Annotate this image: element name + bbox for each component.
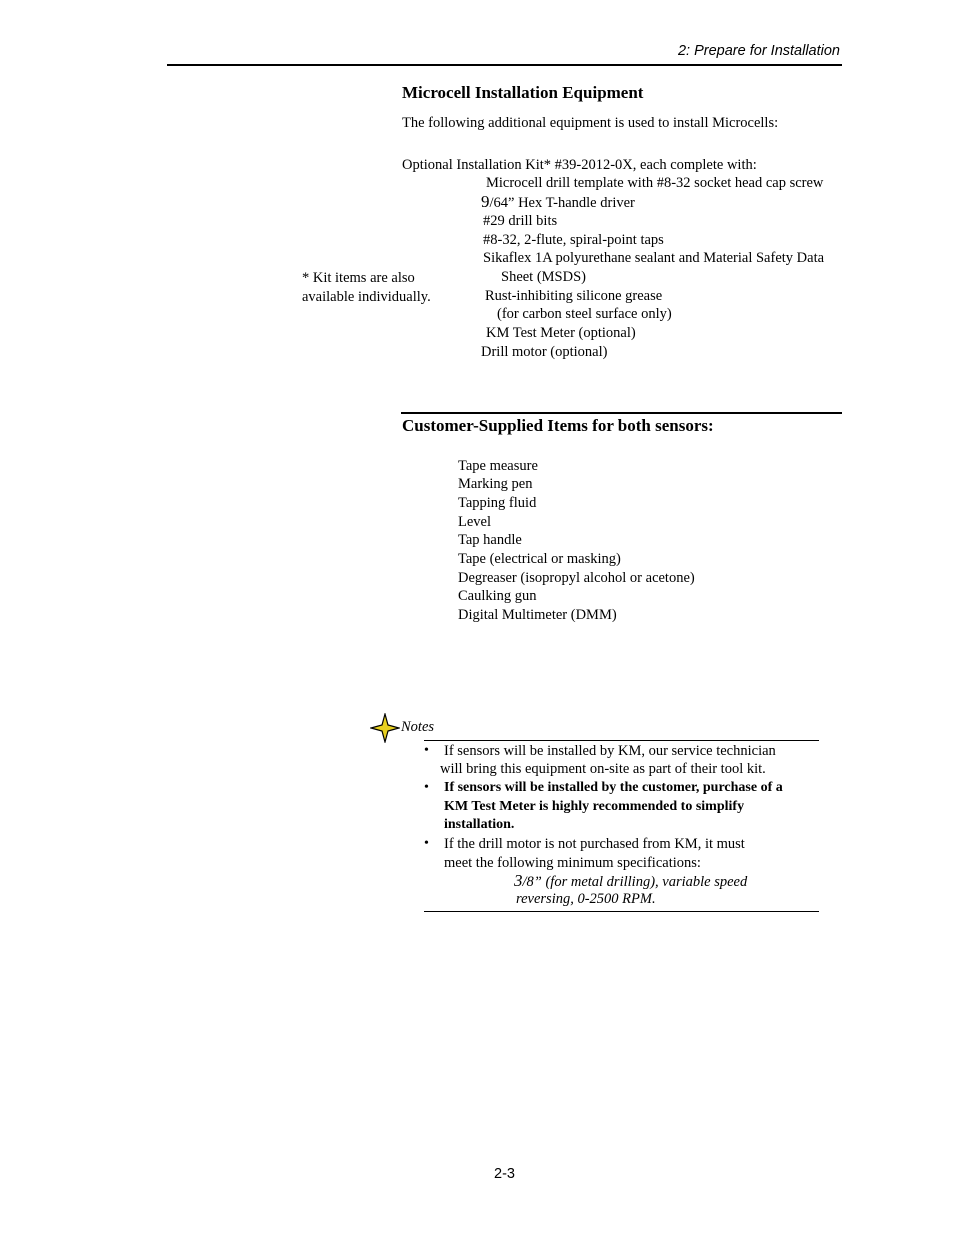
kit-item-test-meter: KM Test Meter (optional) (486, 325, 636, 341)
customer-item: Marking pen (458, 476, 533, 492)
bullet-icon: • (424, 743, 429, 758)
customer-item: Tape measure (458, 458, 538, 474)
kit-item-sealant: Sikaflex 1A polyurethane sealant and Material Safety Data (483, 250, 825, 266)
fraction-numerator: 9 (481, 192, 490, 211)
notes-bottom-rule (424, 911, 819, 912)
customer-item: Digital Multimeter (DMM) (458, 607, 617, 623)
note2-line1: If sensors will be installed by the customer, purchase of a (444, 780, 783, 795)
section-rule (401, 412, 842, 414)
section-title-microcell: Microcell Installation Equipment (402, 83, 644, 102)
note2-line2: KM Test Meter is highly recommended to simplify (444, 799, 745, 814)
customer-item: Tap handle (458, 532, 522, 548)
section-title-customer: Customer-Supplied Items for both sensors: (402, 416, 714, 435)
customer-item: Tapping fluid (458, 495, 537, 511)
notes-star-icon (370, 713, 400, 743)
microcell-intro: The following additional equipment is used to install Microcells: (402, 115, 779, 131)
kit-item-drill-motor: Drill motor (optional) (481, 344, 608, 360)
spec-fraction-numerator: 3 (514, 871, 523, 890)
side-note-line2: available individually. (302, 289, 431, 305)
spec-line1 (514, 871, 747, 891)
kit-item-drill-template: Microcell drill template with #8-32 socket head cap screw (486, 175, 824, 191)
side-note-line1: * Kit items are also (302, 270, 415, 286)
customer-item: Level (458, 514, 492, 530)
spec-line2: reversing, 0-2500 RPM. (516, 891, 656, 907)
note3-line2: meet the following minimum specifications: (444, 855, 701, 871)
notes-label: Notes (401, 719, 435, 735)
note3-line1: If the drill motor is not purchased from KM, it must (444, 836, 745, 852)
customer-item: Caulking gun (458, 588, 537, 604)
kit-item-hex-driver (481, 192, 635, 212)
header-rule (167, 64, 842, 66)
bullet-icon: • (424, 836, 429, 851)
note2-line3: installation. (444, 817, 515, 832)
kit-item-drill-bits: #29 drill bits (483, 213, 558, 229)
hex-driver-label: /64” Hex T-handle driver (489, 195, 635, 211)
customer-item: Tape (electrical or masking) (458, 551, 621, 567)
kit-heading: Optional Installation Kit* #39-2012-0X, each complete with: (402, 157, 757, 173)
spec-line1-text: /8” (for metal drilling), variable speed (522, 874, 748, 890)
page-number: 2-3 (494, 1166, 515, 1182)
kit-item-taps: #8-32, 2-flute, spiral-point taps (483, 232, 664, 248)
customer-item: Degreaser (isopropyl alcohol or acetone) (458, 570, 695, 586)
kit-item-grease-cont: (for carbon steel surface only) (497, 306, 672, 322)
running-header: 2: Prepare for Installation (677, 43, 840, 59)
bullet-icon: • (424, 780, 429, 795)
note1-line2: will bring this equipment on-site as part of their tool kit. (440, 761, 766, 777)
note1-line1: If sensors will be installed by KM, our service technician (444, 743, 776, 759)
notes-top-rule (424, 740, 819, 741)
kit-item-sealant-cont: Sheet (MSDS) (501, 269, 586, 285)
kit-item-grease: Rust-inhibiting silicone grease (485, 288, 663, 304)
